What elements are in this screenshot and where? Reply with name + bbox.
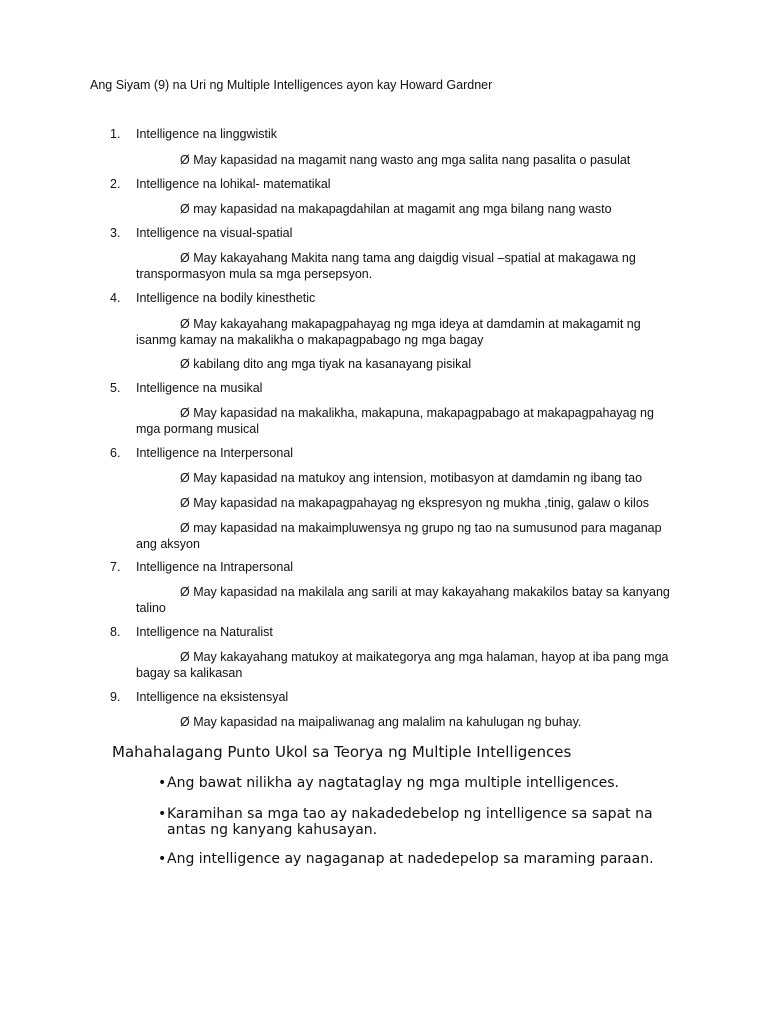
item-number: 6. (110, 446, 121, 460)
item-title: Intelligence na Interpersonal (136, 446, 294, 460)
item-description: Ø kabilang dito ang mga tiyak na kasanayang pisikal (180, 357, 472, 371)
item-number: 2. (110, 177, 121, 191)
item-title: Intelligence na visual-spatial (136, 226, 293, 240)
bullet-dot: • (158, 775, 167, 791)
item-description: Ø May kapasidad na magamit nang wasto ang mga salita nang pasalita o pasulat (180, 153, 631, 167)
key-point-text: Karamihan sa mga tao ay nakadedebelop ng intelligence sa sapat na antas ng kanyang kahusayan. (167, 806, 653, 838)
item-description: Ø May kakayahang Makita nang tama ang daigdig visual –spatial at makagawa ng transpormasyon mula sa mga persepsyon. (136, 251, 636, 281)
item-title: Intelligence na eksistensyal (136, 690, 289, 704)
item-number: 8. (110, 625, 121, 639)
item-number: 3. (110, 226, 121, 240)
item-number: 7. (110, 560, 121, 574)
key-point-text: Ang bawat nilikha ay nagtataglay ng mga multiple intelligences. (167, 775, 619, 791)
item-description: Ø May kapasidad na matukoy ang intension, motibasyon at damdamin ng ibang tao (180, 471, 643, 485)
key-point (158, 851, 687, 867)
item-description: Ø May kapasidad na makalikha, makapuna, makapagpabago at makapagpahayag ng mga pormang musical (136, 406, 654, 436)
document-title: Ang Siyam (9) na Uri ng Multiple Intelligences ayon kay Howard Gardner (90, 78, 493, 92)
item-number: 4. (110, 291, 121, 305)
item-description: Ø May kakayahang matukoy at maikategorya ang mga halaman, hayop at iba pang mga bagay sa kalikasan (136, 650, 669, 680)
item-title: Intelligence na lohikal- matematikal (136, 177, 331, 191)
item-title: Intelligence na Naturalist (136, 625, 273, 639)
item-description: Ø may kapasidad na makaimpluwensya ng grupo ng tao na sumusunod para maganap ang aksyon (136, 521, 662, 551)
key-point (158, 775, 687, 791)
item-title: Intelligence na Intrapersonal (136, 560, 294, 574)
item-description: Ø May kapasidad na makilala ang sarili at may kakayahang makakilos batay sa kanyang talino (136, 585, 670, 615)
item-title: Intelligence na linggwistik (136, 127, 278, 141)
item-title: Intelligence na bodily kinesthetic (136, 291, 316, 305)
item-title: Intelligence na musikal (136, 381, 263, 395)
bullet-dot: • (158, 806, 167, 822)
key-point (158, 806, 687, 838)
item-number: 5. (110, 381, 121, 395)
item-description: Ø May kapasidad na makapagpahayag ng ekspresyon ng mukha ,tinig, galaw o kilos (180, 496, 650, 510)
item-description: Ø May kakayahang makapagpahayag ng mga ideya at damdamin at makagamit ng isanmg kamay na makalikha o makapagpabago ng mga bagay (136, 317, 641, 347)
item-description: Ø May kapasidad na maipaliwanag ang malalim na kahulugan ng buhay. (180, 715, 582, 729)
bullet-dot: • (158, 851, 167, 867)
section-heading: Mahahalagang Punto Ukol sa Teorya ng Multiple Intelligences (112, 743, 572, 761)
item-description: Ø may kapasidad na makapagdahilan at magamit ang mga bilang nang wasto (180, 202, 612, 216)
item-number: 9. (110, 690, 121, 704)
item-number: 1. (110, 127, 121, 141)
key-point-text: Ang intelligence ay nagaganap at nadedepelop sa maraming paraan. (167, 851, 654, 867)
